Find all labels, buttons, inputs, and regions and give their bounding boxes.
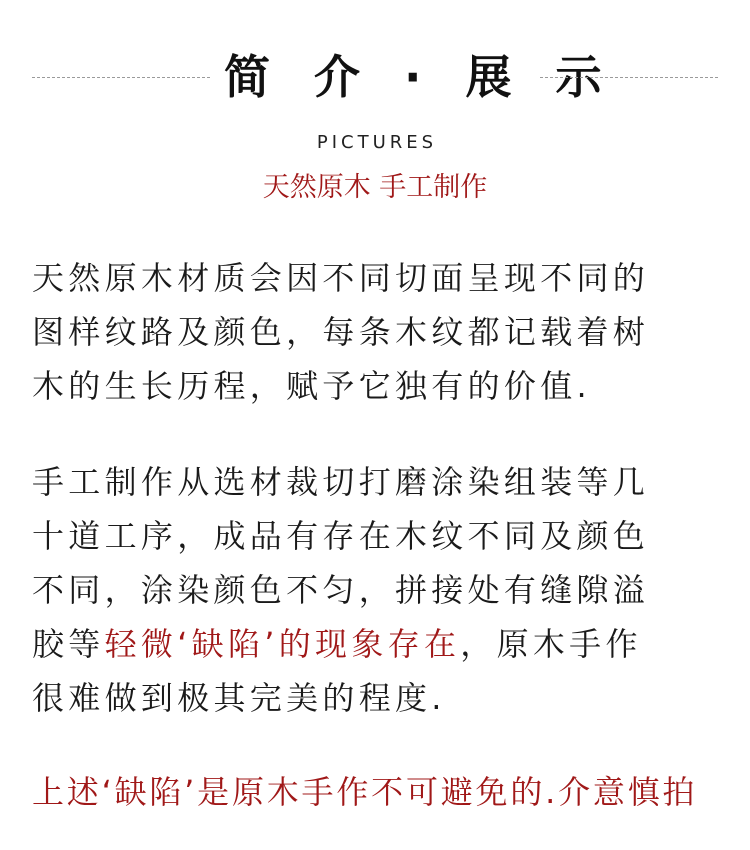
defect-notice: 上述‘缺陷’是原木手作不可避免的.介意慎拍 [32,773,698,811]
section-title: 简 介 · 展 示 [224,50,616,104]
paragraph-handmade [32,455,722,725]
line-suffix: ，原木手作 [460,625,642,663]
paragraph-line: 不同，涂染颜色不匀，拼接处有缝隙溢 [32,571,650,609]
defect-highlight: 轻微‘缺陷’的现象存在 [104,625,461,663]
header-divider-right [540,77,718,78]
paragraph-line-with-highlight [32,617,722,671]
paragraph-line: 很难做到极其完美的程度. [32,679,446,717]
paragraph-line: 十道工序，成品有存在木纹不同及颜色 [32,517,650,555]
paragraph-line: 天然原木材质会因不同切面呈现不同的 [32,259,650,297]
section-subtitle: PICTURES [316,132,438,153]
header-divider-left [32,77,210,78]
section-tagline: 天然原木 手工制作 [262,172,488,203]
paragraph-line: 木的生长历程，赋予它独有的价值. [32,367,591,405]
line-prefix: 胶等 [32,625,105,663]
section-header [32,46,718,108]
paragraph-wood-grain [32,251,722,413]
paragraph-line: 图样纹路及颜色，每条木纹都记载着树 [32,313,650,351]
paragraph-line: 手工制作从选材裁切打磨涂染组装等几 [32,463,650,501]
